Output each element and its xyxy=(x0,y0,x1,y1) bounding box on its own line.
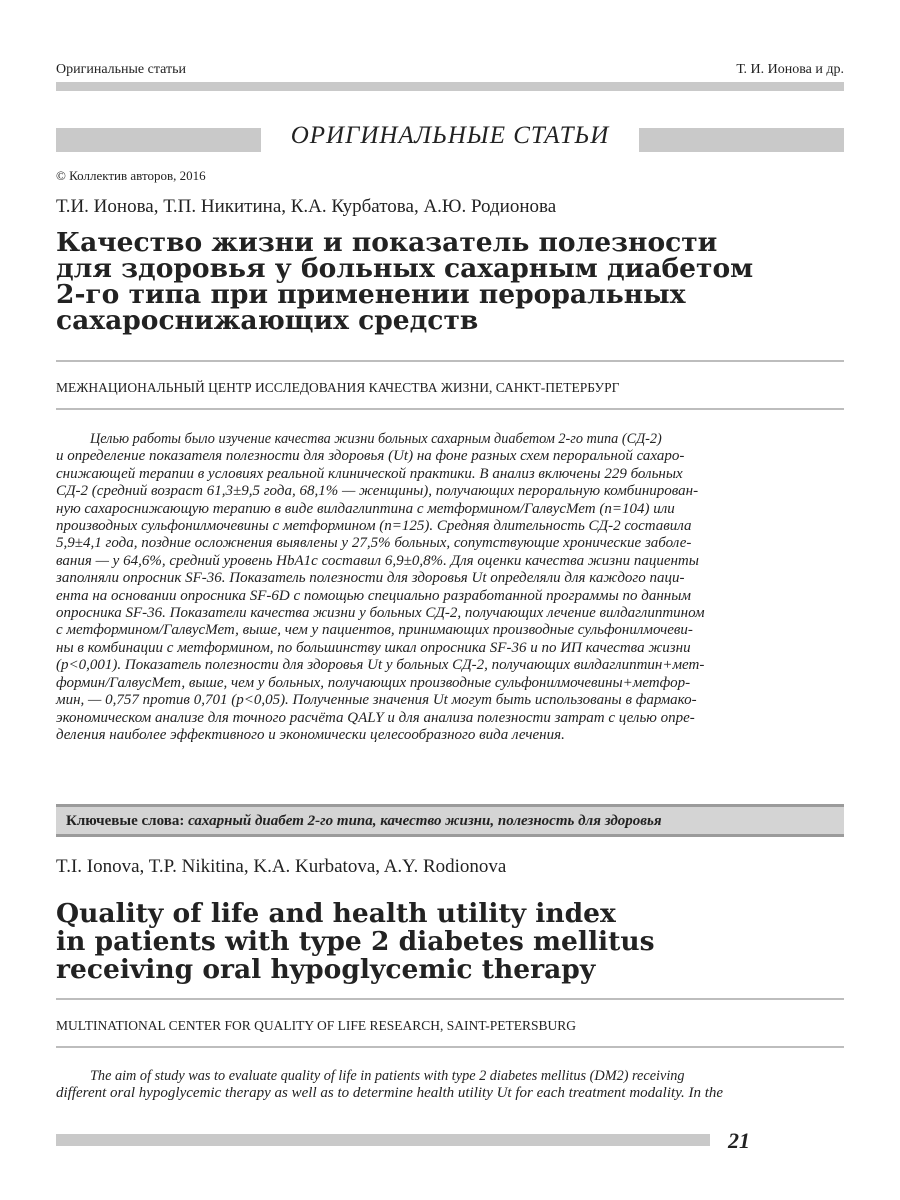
page-number: 21 xyxy=(728,1128,750,1153)
abstract-ru-line: заполняли опросник SF-36. Показатель полезности для здоровья Ut определяли для каждого паци- xyxy=(56,570,685,587)
section-banner xyxy=(56,122,844,152)
authors-en: T.I. Ionova, T.P. Nikitina, K.A. Kurbatova, A.Y. Rodionova xyxy=(56,856,507,877)
title-ru-line: сахароснижающих средств xyxy=(56,305,479,336)
affiliation-ru: МЕЖНАЦИОНАЛЬНЫЙ ЦЕНТР ИССЛЕДОВАНИЯ КАЧЕСТВА ЖИЗНИ, САНКТ-ПЕТЕРБУРГ xyxy=(56,380,620,395)
abstract-en-line: The aim of study was to evaluate quality of life in patients with type 2 diabetes mellitus (DM2) receiving xyxy=(90,1068,685,1084)
keywords-value: сахарный диабет 2-го типа, качество жизни, полезность для здоровья xyxy=(188,813,662,829)
keywords-text xyxy=(66,813,662,830)
divider-rule xyxy=(56,998,844,1000)
running-header-authors: Т. И. Ионова и др. xyxy=(736,62,844,77)
abstract-ru-line: СД-2 (средний возраст 61,3±9,5 года, 68,1% — женщины), получающих пероральную комбинирован- xyxy=(56,483,699,500)
section-banner-title: ОРИГИНАЛЬНЫЕ СТАТЬИ xyxy=(290,122,610,149)
divider-rule xyxy=(56,1046,844,1048)
authors-ru: Т.И. Ионова, Т.П. Никитина, К.А. Курбатова, А.Ю. Родионова xyxy=(56,196,557,217)
abstract-ru-line: ную сахароснижающую терапию в виде вилдаглиптина с метформином/ГалвусМет (n=104) или xyxy=(56,500,675,517)
abstract-ru-line: производных сульфонилмочевины с метформином (n=125). Средняя длительность СД-2 составила xyxy=(56,518,692,535)
abstract-ru xyxy=(56,431,846,744)
abstract-ru-line: экономическом анализе для точного расчёта QALY и для анализа полезности затрат с целью опре- xyxy=(56,709,695,726)
abstract-ru-line: снижающей терапии в условиях реальной клинической практики. В анализ включены 229 больных xyxy=(56,465,683,482)
abstract-ru-line: с метформином/ГалвусМет, выше, чем у пациентов, принимающих производные сульфонилмочеви- xyxy=(56,622,693,639)
footer-rule-bar xyxy=(56,1134,710,1146)
abstract-ru-line: и определение показателя полезности для здоровья (Ut) на фоне разных схем пероральной сахаро- xyxy=(56,448,685,465)
abstract-ru-line: ны в комбинации с метформином, по большинству шкал опросника SF-36 и по ИП качества жизни xyxy=(56,639,691,656)
abstract-ru-line: Целью работы было изучение качества жизни больных сахарным диабетом 2-го типа (СД-2) xyxy=(90,431,662,447)
abstract-ru-line: 5,9±4,1 года, поздние осложнения выявлены у 27,5% больных, сопутствующие хронические заболе- xyxy=(56,535,692,552)
affiliation-en: MULTINATIONAL CENTER FOR QUALITY OF LIFE RESEARCH, SAINT-PETERSBURG xyxy=(56,1018,577,1033)
title-ru-line: Качество жизни и показатель полезности xyxy=(56,227,718,258)
title-ru-line: 2-го типа при применении пероральных xyxy=(56,279,686,310)
abstract-ru-line: (p<0,001). Показатель полезности для здоровья Ut у больных СД-2, получающих вилдаглиптин+мет- xyxy=(56,657,705,674)
abstract-ru-line: опросника SF-36. Показатели качества жизни у больных СД-2, получающих лечение вилдаглиптином xyxy=(56,605,705,622)
section-banner-left-bar xyxy=(56,128,261,152)
header-rule-bar xyxy=(56,82,844,91)
copyright-notice: © Коллектив авторов, 2016 xyxy=(56,168,206,183)
section-banner-right-bar xyxy=(639,128,844,152)
keywords-bar xyxy=(56,804,844,837)
abstract-ru-line: мин, — 0,757 против 0,701 (p<0,05). Полученные значения Ut могут быть использованы в фармако- xyxy=(56,692,697,709)
abstract-en xyxy=(56,1068,846,1103)
abstract-en-line: different oral hypoglycemic therapy as well as to determine health utility Ut for each treatment modality. In the xyxy=(56,1085,724,1102)
title-en-line: receiving oral hypoglycemic therapy xyxy=(56,954,596,985)
article-title-ru xyxy=(56,227,816,336)
divider-rule xyxy=(56,360,844,362)
title-en-line: Quality of life and health utility index xyxy=(56,898,616,929)
running-header xyxy=(56,62,844,80)
abstract-ru-line: формин/ГалвусМет, выше, чем у больных, получающих производные сульфонилмочевины+метфор- xyxy=(56,674,691,691)
abstract-ru-line: вания — у 64,6%, средний уровень HbA1c составил 6,9±0,8%. Для оценки качества жизни пациенты xyxy=(56,552,699,569)
keywords-label: Ключевые слова: xyxy=(66,813,185,829)
abstract-ru-line: деления наиболее эффективного и экономически целесообразного вида лечения. xyxy=(56,726,565,743)
abstract-ru-line: ента на основании опросника SF-6D с помощью специально разработанной программы по данным xyxy=(56,587,691,604)
title-ru-line: для здоровья у больных сахарным диабетом xyxy=(56,253,754,284)
title-en-line: in patients with type 2 diabetes mellitus xyxy=(56,926,655,957)
divider-rule xyxy=(56,408,844,410)
running-header-section: Оригинальные статьи xyxy=(56,62,186,77)
article-title-en xyxy=(56,900,816,984)
